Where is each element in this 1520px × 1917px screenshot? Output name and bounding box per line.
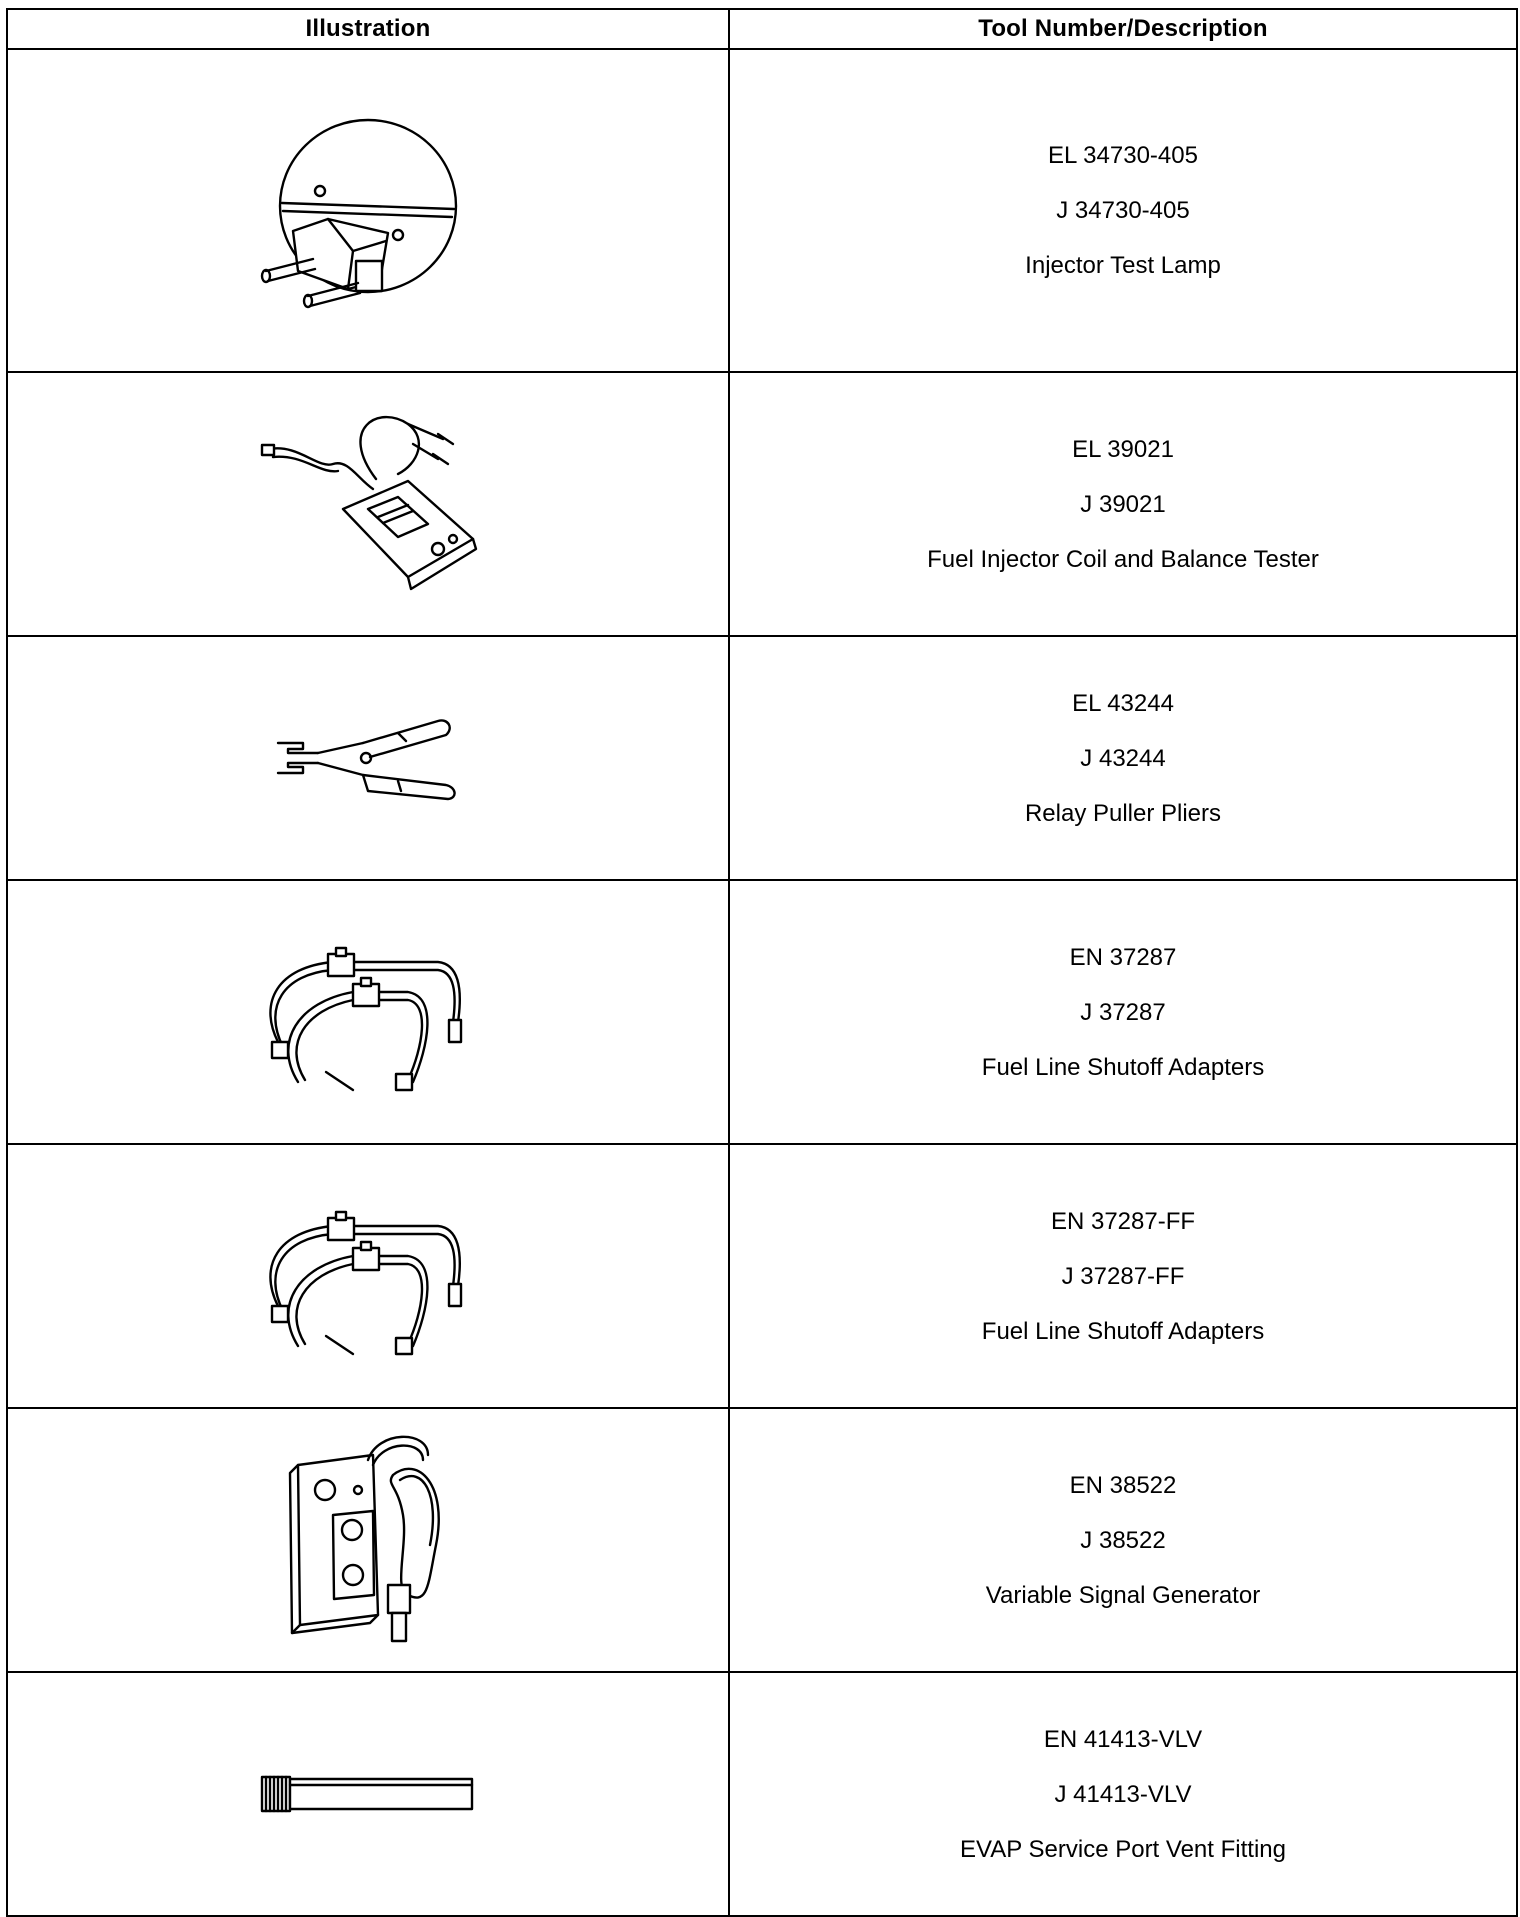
tool-number-el: EL 43244 [1072,689,1174,717]
tool-number-el: EN 41413-VLV [1043,1725,1203,1753]
illustration-cell [7,880,729,1144]
illustration-cell [7,49,729,372]
tool-number-j: J 34730-405 [1056,197,1190,224]
table-row [7,636,1517,880]
evap-vent-fitting-icon [258,1769,478,1819]
illustration-cell [7,372,729,636]
tool-description-cell [729,49,1517,372]
tool-description: Fuel Injector Coil and Balance Tester [927,545,1319,573]
tool-description-cell [729,372,1517,636]
tool-description-cell [729,1672,1517,1916]
fuel-injector-tester-icon [258,409,478,599]
illustration-cell [7,1408,729,1672]
tool-number-j: J 41413-VLV [1054,1780,1192,1808]
illustration-cell [7,636,729,880]
tool-description: Fuel Line Shutoff Adapters [981,1053,1265,1081]
table-header-row [7,9,1517,49]
tool-number-el: EL 34730-405 [1048,142,1198,169]
tool-description: Fuel Line Shutoff Adapters [981,1317,1265,1345]
illustration-cell [7,1144,729,1408]
tool-description-cell [729,880,1517,1144]
tool-number-j: J 37287 [1080,998,1166,1026]
tool-number-el: EL 39021 [1072,435,1174,463]
illustration-column-header: Illustration [7,9,729,49]
fuel-line-shutoff-adapters-ff-icon [258,1196,478,1356]
tool-description: Injector Test Lamp [1025,252,1221,279]
tool-description-cell [729,1144,1517,1408]
tool-number-el: EN 37287 [1069,943,1177,971]
tool-description: Relay Puller Pliers [1024,799,1222,827]
table-row [7,1672,1517,1916]
table-row [7,880,1517,1144]
table-row [7,1144,1517,1408]
tool-number-el: EN 38522 [1069,1471,1177,1499]
tool-number-el: EN 37287-FF [1050,1207,1196,1235]
table-row [7,49,1517,372]
variable-signal-generator-icon [278,1425,458,1655]
table-row [7,1408,1517,1672]
illustration-cell [7,1672,729,1916]
tool-description-cell [729,636,1517,880]
tool-number-j: J 43244 [1080,744,1166,772]
special-tools-table [6,8,1518,1917]
tool-number-j: J 38522 [1080,1526,1166,1554]
fuel-line-shutoff-adapters-icon [258,932,478,1092]
table-row [7,372,1517,636]
tool-number-j: J 39021 [1080,490,1166,518]
relay-puller-pliers-icon [268,713,468,803]
tool-column-header: Tool Number/Description [729,9,1517,49]
tool-description-cell [729,1408,1517,1672]
tool-number-j: J 37287-FF [1061,1262,1185,1290]
injector-test-lamp-icon [258,111,478,311]
tool-description: Variable Signal Generator [985,1581,1261,1609]
tool-description: EVAP Service Port Vent Fitting [960,1835,1286,1863]
